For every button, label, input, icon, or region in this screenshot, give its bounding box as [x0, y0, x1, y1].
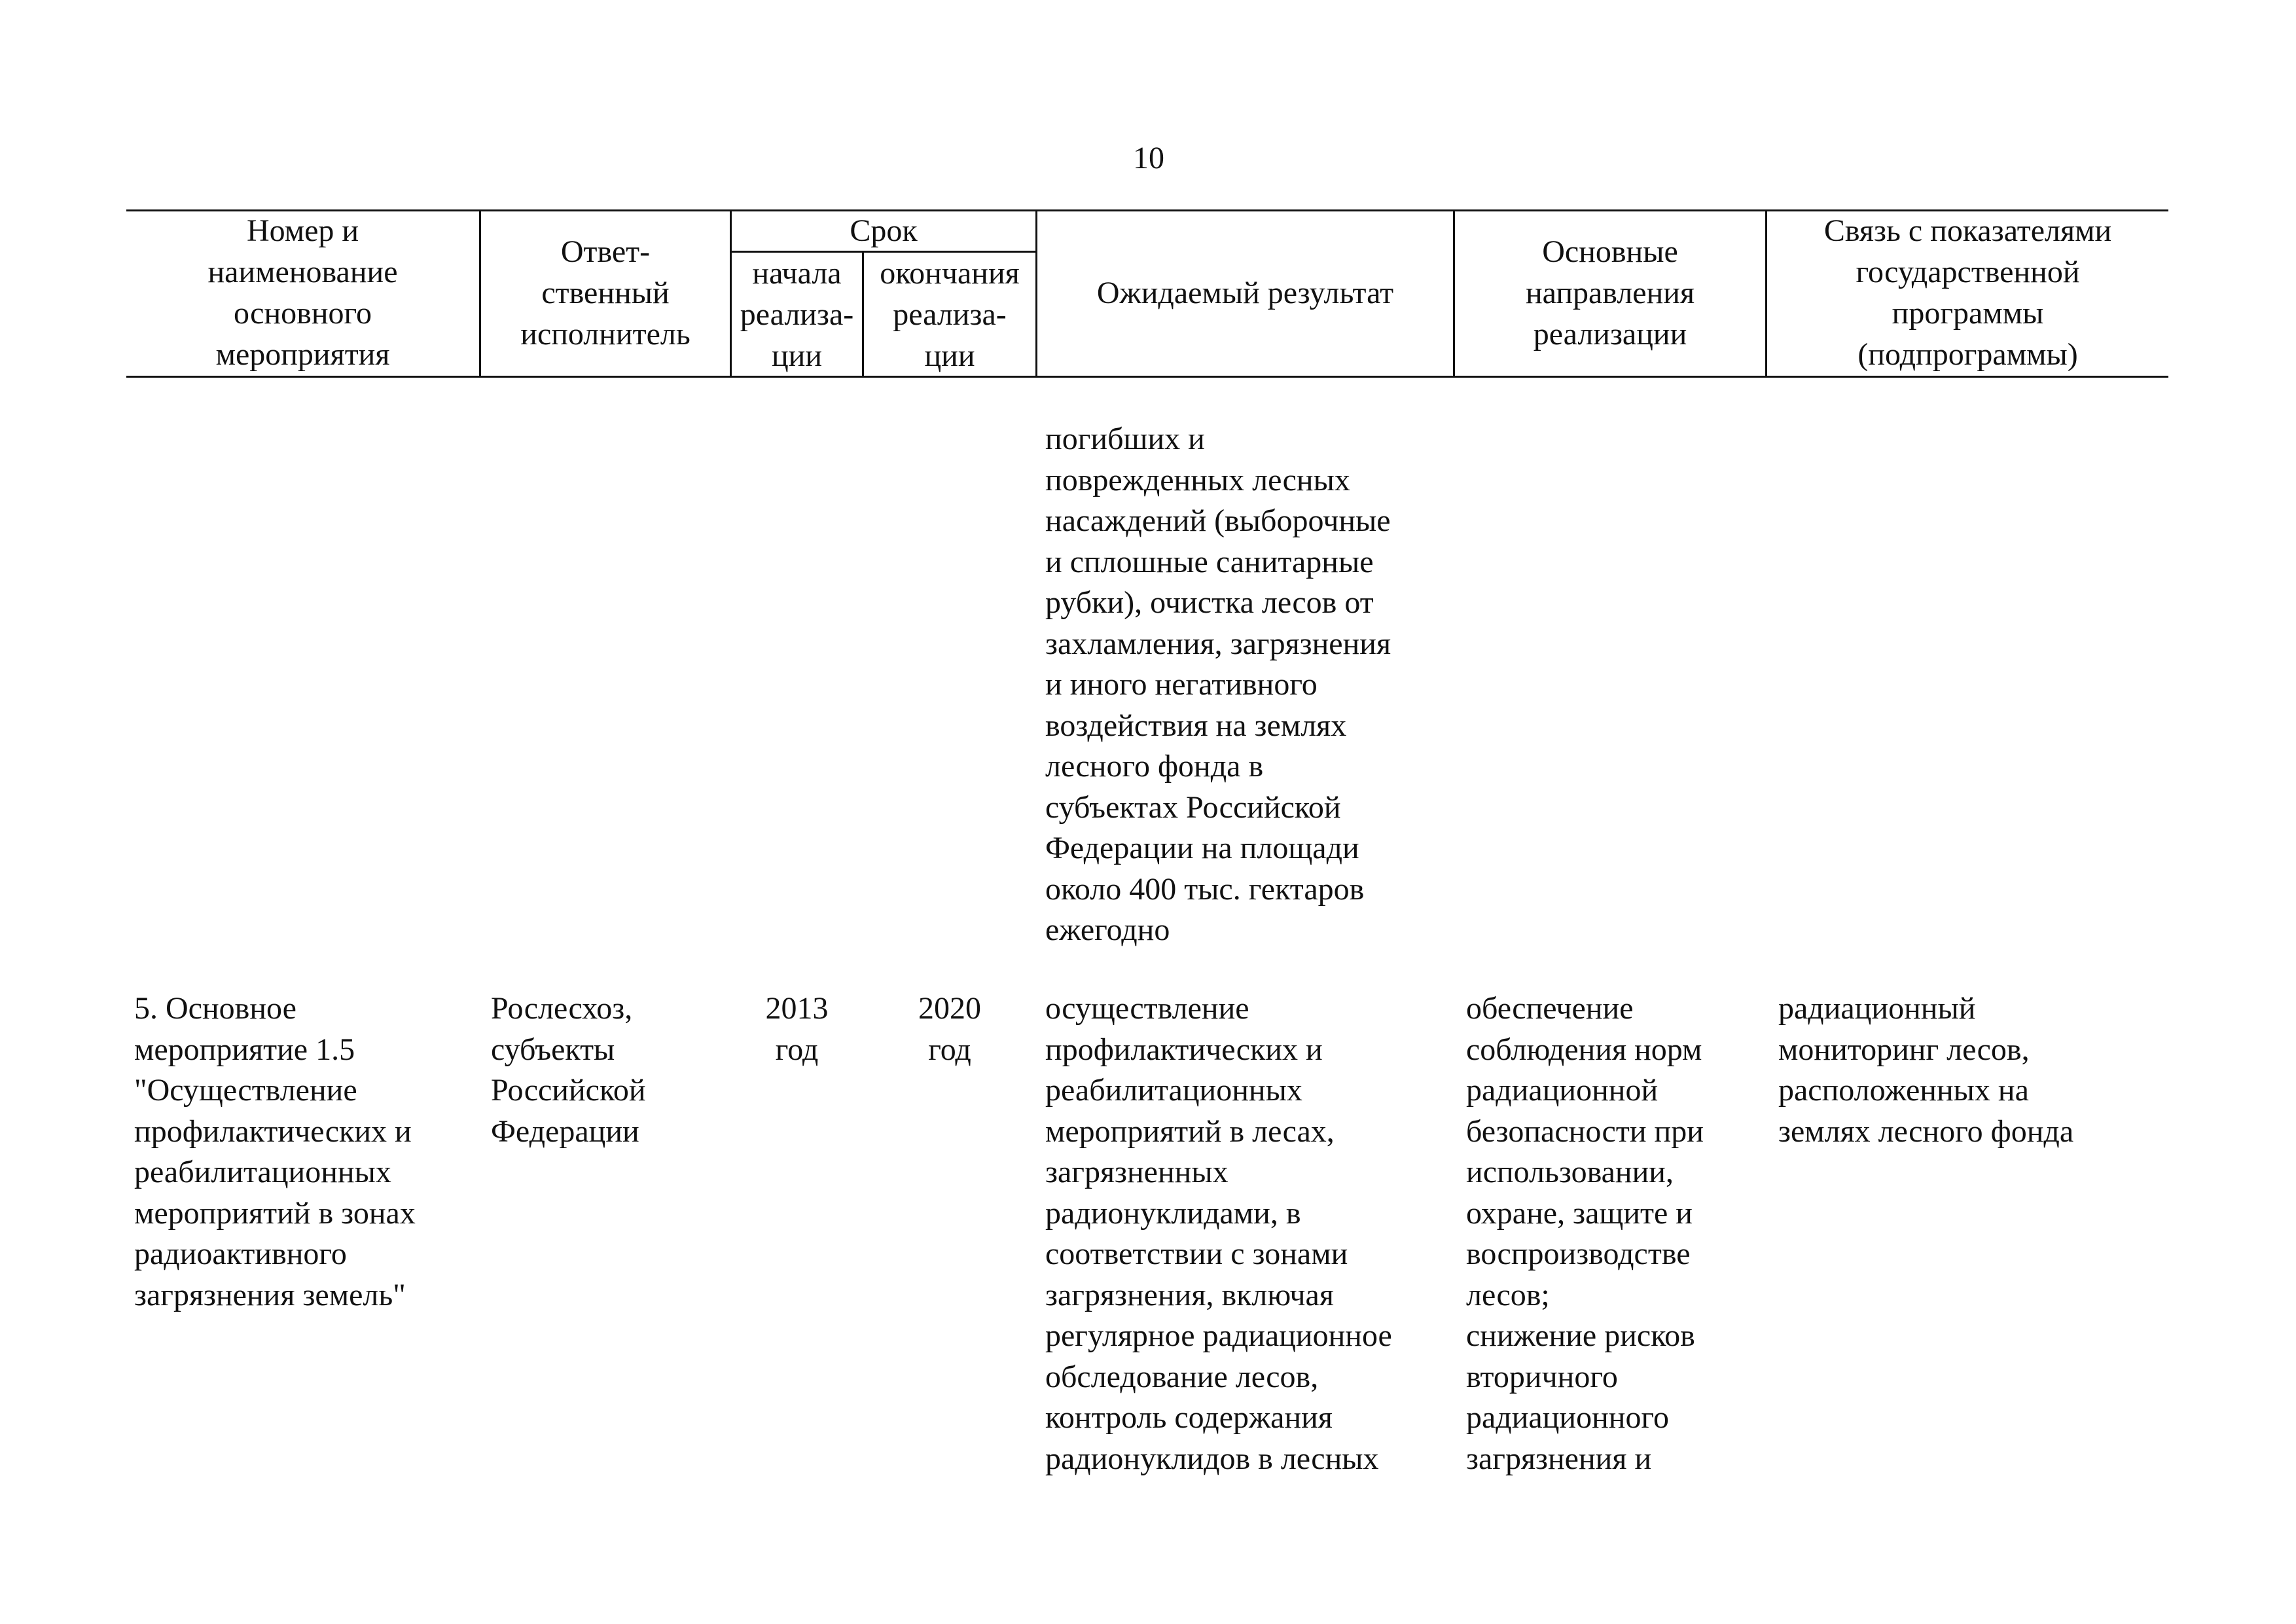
text-line: загрязнения, включая	[1045, 1277, 1334, 1312]
header-bottom-border	[126, 376, 2168, 378]
text-line: загрязнения земель"	[134, 1277, 406, 1312]
row5-event-name	[134, 988, 475, 1316]
text-line: и сплошные санитарные	[1045, 544, 1374, 579]
text-line: землях лесного фонда	[1778, 1113, 2074, 1149]
text-line: радиационной	[1466, 1073, 1659, 1108]
text-line: ежегодно	[1045, 912, 1170, 947]
text-line: Российской	[491, 1073, 646, 1108]
header-text: ции	[924, 338, 975, 373]
text-line: год	[928, 1032, 971, 1067]
text-line: радионуклидов в лесных	[1045, 1441, 1379, 1476]
text-line: регулярное радиационное	[1045, 1318, 1392, 1353]
header-text: (подпрограммы)	[1857, 337, 2078, 372]
header-text: исполнитель	[520, 316, 691, 352]
text-line: мероприятий в лесах,	[1045, 1113, 1335, 1149]
text-line: загрязненных	[1045, 1155, 1229, 1189]
text-line: осуществление	[1045, 991, 1249, 1026]
text-line: радиационного	[1466, 1400, 1669, 1435]
text-line: радиационный	[1778, 991, 1976, 1026]
text-line: соблюдения норм	[1466, 1032, 1702, 1067]
text-line: безопасности при	[1466, 1113, 1704, 1149]
text-line: радиоактивного	[134, 1236, 347, 1271]
header-text: реализа-	[740, 297, 854, 332]
row5-indicators	[1778, 988, 2164, 1152]
text-line: год	[775, 1032, 819, 1067]
text-line: лесного фонда в	[1045, 749, 1264, 784]
text-line: погибших и	[1045, 422, 1205, 456]
text-line: вторичного	[1466, 1359, 1618, 1394]
header-text: наименование	[207, 255, 398, 289]
text-line: "Осуществление	[134, 1073, 357, 1108]
text-line: воспроизводстве	[1466, 1236, 1691, 1271]
text-line: захламления, загрязнения	[1045, 626, 1391, 661]
header-main-directions	[1455, 209, 1765, 376]
header-text: ственный	[541, 275, 670, 310]
text-line: мониторинг лесов,	[1778, 1032, 2030, 1067]
text-line: профилактических и	[134, 1113, 412, 1149]
text-line: рубки), очистка лесов от	[1045, 585, 1374, 620]
text-line: лесов;	[1466, 1277, 1550, 1312]
header-text: Срок	[850, 213, 918, 248]
header-text: Связь с показателями	[1823, 213, 2112, 248]
header-text: Ожидаемый результат	[1096, 275, 1394, 310]
header-text: Ответ-	[560, 234, 651, 269]
header-text: ции	[771, 338, 823, 373]
row5-end-year	[864, 988, 1035, 1070]
text-line: Федерации	[491, 1113, 639, 1149]
text-line: поврежденных лесных	[1045, 462, 1350, 497]
text-line: соответствии с зонами	[1045, 1236, 1348, 1271]
text-line: снижение рисков	[1466, 1318, 1695, 1353]
header-text: окончания	[880, 255, 1020, 291]
header-text: начала	[752, 255, 842, 291]
continuation-expected-result	[1045, 419, 1451, 951]
header-text: направления	[1525, 275, 1695, 310]
row5-expected-result	[1045, 988, 1451, 1479]
text-line: 2013	[765, 991, 829, 1026]
text-line: мероприятий в зонах	[134, 1195, 416, 1231]
header-text: реализа-	[893, 297, 1007, 332]
header-text: государственной	[1856, 255, 2080, 289]
header-text: Номер и	[246, 213, 359, 248]
text-line: мероприятие 1.5	[134, 1032, 355, 1067]
text-line: субъекты	[491, 1032, 615, 1067]
header-text: Основные	[1542, 234, 1678, 269]
header-expected-result	[1037, 209, 1453, 376]
text-line: воздействия на землях	[1045, 708, 1347, 743]
header-start	[732, 253, 862, 376]
text-line: около 400 тыс. гектаров	[1045, 871, 1365, 907]
text-line: субъектах Российской	[1045, 789, 1341, 825]
text-line: обеспечение	[1466, 991, 1634, 1026]
text-line: реабилитационных	[134, 1155, 391, 1189]
text-line: профилактических и	[1045, 1032, 1323, 1067]
text-line: Рослесхоз,	[491, 991, 633, 1026]
text-line: контроль содержания	[1045, 1400, 1333, 1435]
text-line: охране, защите и	[1466, 1195, 1693, 1231]
header-name-of-event	[126, 209, 479, 376]
header-text: основного	[233, 296, 372, 331]
text-line: 2020	[918, 991, 981, 1026]
header-text: мероприятия	[215, 337, 390, 372]
text-line: и иного негативного	[1045, 667, 1318, 702]
row5-start-year	[732, 988, 862, 1070]
text-line: 5. Основное	[134, 991, 296, 1026]
header-srok	[732, 211, 1035, 251]
header-text: программы	[1892, 296, 2044, 331]
header-end	[864, 253, 1035, 376]
text-line: загрязнения и	[1466, 1441, 1652, 1476]
text-line: Федерации на площади	[1045, 831, 1359, 865]
page-number: 10	[1133, 141, 1164, 175]
header-text: реализации	[1533, 316, 1687, 352]
header-indicators-link	[1767, 209, 2168, 376]
row5-main-directions	[1466, 988, 1764, 1479]
text-line: радионуклидами, в	[1045, 1195, 1301, 1231]
text-line: обследование лесов,	[1045, 1359, 1319, 1394]
row5-executor	[491, 988, 726, 1152]
text-line: насаждений (выборочные	[1045, 503, 1391, 538]
header-executor	[481, 209, 730, 376]
text-line: реабилитационных	[1045, 1073, 1302, 1108]
text-line: расположенных на	[1778, 1073, 2029, 1108]
text-line: использовании,	[1466, 1155, 1674, 1189]
